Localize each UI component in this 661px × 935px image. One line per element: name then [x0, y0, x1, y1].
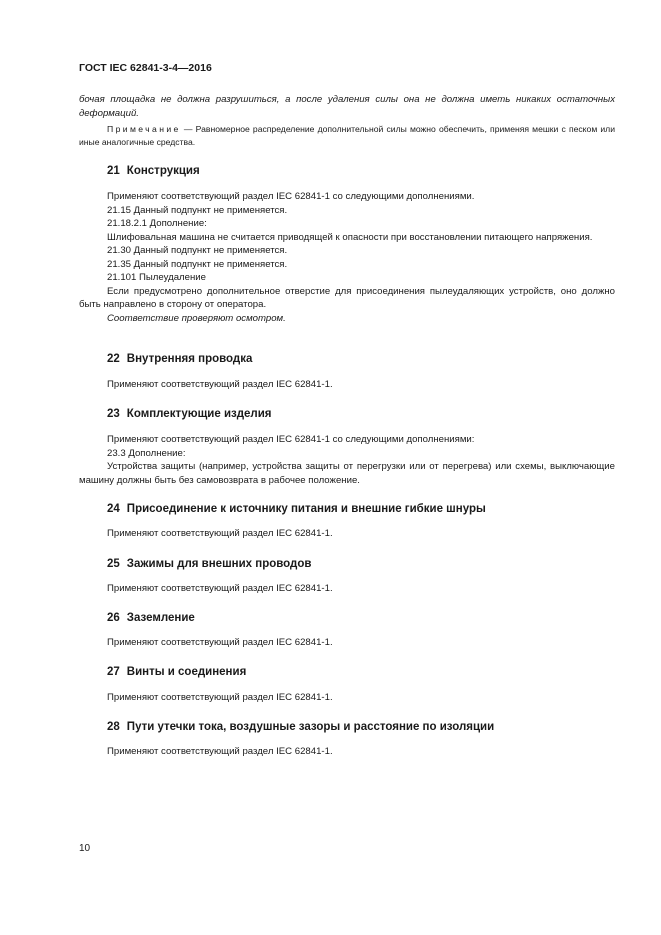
paragraph: Применяют соответствующий раздел IEC 62841-1 со следующими дополнениями:	[107, 434, 475, 445]
section-heading-27: 27 Винты и соединения	[107, 666, 247, 678]
paragraph: Применяют соответствующий раздел IEC 62841-1.	[107, 637, 333, 648]
section-heading-21: 21 Конструкция	[107, 165, 200, 177]
paragraph: 21.18.2.1 Дополнение:	[107, 218, 207, 229]
page-number: 10	[79, 843, 91, 854]
section-heading-23: 23 Комплектующие изделия	[107, 408, 272, 420]
paragraph: Шлифовальная машина не считается приводящей к опасности при восстановлении питающего напряжения.	[107, 231, 593, 243]
section-body-27	[79, 691, 615, 705]
section-body-28	[79, 745, 615, 759]
section-heading-24: 24 Присоединение к источнику питания и внешние гибкие шнуры	[107, 503, 486, 515]
paragraph: Применяют соответствующий раздел IEC 62841-1.	[107, 692, 333, 703]
section-heading-26: 26 Заземление	[107, 612, 195, 624]
section-body-23	[79, 433, 615, 487]
section-heading-22: 22 Внутренняя проводка	[107, 353, 253, 365]
section-heading-25: 25 Зажимы для внешних проводов	[107, 558, 312, 570]
paragraph: Применяют соответствующий раздел IEC 62841-1.	[107, 746, 333, 757]
paragraph: Применяют соответствующий раздел IEC 62841-1.	[107, 379, 333, 390]
note-text: — Равномерное распределение дополнительной силы можно обеспечить, применяя мешки с песком или иные аналогичные средства.	[79, 124, 615, 147]
note-label: Примечание	[107, 124, 181, 134]
paragraph: Применяют соответствующий раздел IEC 62841-1 со следующими дополнениями.	[107, 191, 475, 202]
paragraph: 21.30 Данный подпункт не применяется.	[107, 245, 288, 256]
section-body-21	[79, 190, 615, 325]
paragraph: 21.101 Пылеудаление	[107, 272, 206, 283]
section-body-26	[79, 636, 615, 650]
italic-continuation: бочая площадка не должна разрушиться, а после удаления силы она не должна иметь никаких остаточных деформаций.	[79, 94, 615, 119]
section-heading-28: 28 Пути утечки тока, воздушные зазоры и расстояние по изоляции	[107, 721, 495, 733]
paragraph: Если предусмотрено дополнительное отверстие для присоединения пылеудаляющих устройств, оно должно быть направлено в сторону от оператора.	[79, 285, 615, 310]
intro-block	[79, 93, 615, 148]
section-body-22	[79, 378, 615, 392]
note-paragraph	[79, 123, 615, 148]
paragraph: Соответствие проверяют осмотром.	[107, 312, 286, 324]
paragraph: Применяют соответствующий раздел IEC 62841-1.	[107, 528, 333, 539]
document-header-title: ГОСТ IEC 62841-3-4—2016	[79, 62, 212, 74]
paragraph: Применяют соответствующий раздел IEC 62841-1.	[107, 583, 333, 594]
paragraph: Устройства защиты (например, устройства защиты от перегрузки или от перегрева) или схемы, выключающие машину должны быть без самовозврата в рабочее положение.	[79, 461, 615, 486]
section-body-25	[79, 582, 615, 596]
paragraph: 21.15 Данный подпункт не применяется.	[107, 204, 288, 216]
paragraph: 23.3 Дополнение:	[107, 447, 186, 459]
paragraph: 21.35 Данный подпункт не применяется.	[107, 258, 288, 270]
section-body-24	[79, 527, 615, 541]
